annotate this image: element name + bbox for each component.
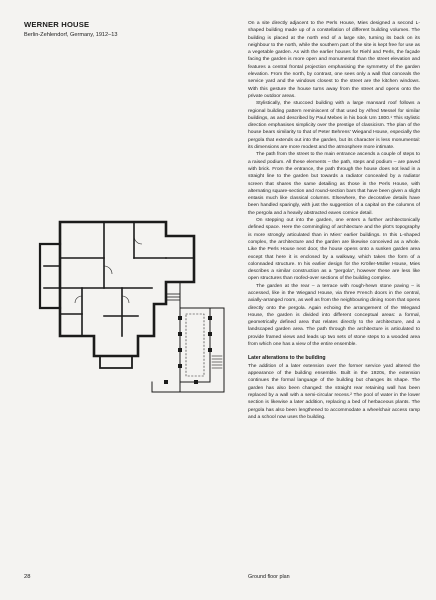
plan-door-swings — [75, 236, 142, 303]
plan-house-outline — [60, 222, 194, 356]
page-number: 28 — [24, 574, 31, 580]
section-heading: Later alterations to the building — [248, 355, 326, 362]
ground-floor-plan — [34, 196, 234, 400]
body-text-column — [248, 20, 420, 568]
page-title: WERNER HOUSE — [24, 20, 90, 29]
plan-pergola-inner — [186, 314, 204, 376]
section-paragraph: The addition of a later extension over the former service yard altered the appearance of the building ensemble. Built in the 1920s, the extension continues the formal language of the building but changes its shape. The garden has also been changed: the straight rear retaining wall has been replaced by a wall with a semi-circular recess.² The pool of water in the lower section is likewise a later addition, replacing a bed of herbaceous plants. The pergola has also been lengthened to accommodate a wheelchair access ramp and a school now uses the building. — [248, 363, 420, 420]
plan-pergola-outline — [152, 282, 224, 392]
title-block — [24, 20, 204, 40]
plan-interior-walls — [44, 222, 194, 336]
plan-garden-bay — [100, 356, 132, 368]
body-paragraph-1: On a site directly adjacent to the Perls House, Mies designed a second L-shaped building made up of a constellation of different building volumes. The building is placed at the north end of a large site, turning its back on its neighbour to the north, while the southern part of the site is kept free for use as a vegetable garden. As with the earlier houses for Riehl and Perls, the façade facing the garden is more open and monumental than the street elevation and features a central frontal projection emphasising the symmetry of the garden elevation. From the north, by contrast, one sees only a wall that conceals the service yard and the windows closest to the street are the kitchen windows. With this gesture the house turns away from the street and opens onto the private outdoor areas. — [248, 21, 420, 99]
body-paragraph-4: On stepping out into the garden, one enters a further architectonically defined space. Here the commingling of architecture and the plot's topography is more strongly articulated than in Mies' earlier buildings. In this L-shaped complex, the architecture and the garden are likewise conceived as a whole. Like the Perls House next door, the house opens onto a sunken garden area except that here it is enclosed by a walkway, which takes the form of a colonnaded structure. In his earlier design for the Kröller-Müller House, Mies describes a similar construction as a "pergola", however these are less like open structures than roofed-over sections of the building complex. — [248, 218, 420, 282]
body-paragraph-3: The path from the street to the main entrance ascends a couple of steps to a raised podium. All these elements – the path, steps and podium – are paved with brick. From the entrance, the path through the house does not lead in a straight line to the garden but towards a radiator concealed by a radiator screen that shares the same detailing as those in the Perls House, with alternating square-section and round-section bars that have been given a slight entasis much like classical columns. Elsewhere, the decorative details have been handled sparingly, with just the suggestion of a capital on the columns of the pergola and a heavily abstracted eaves cornice detail. — [248, 152, 420, 216]
plan-caption: Ground floor plan — [248, 574, 290, 580]
body-paragraph-2: Stylistically, the stuccoed building with a large mansard roof follows a regional building pattern reminiscent of that used by Alfred Messel for similar buildings, as and described by Paul Mebes in his book Um 1800.¹ This stylistic direction emphasises simplicity over the prestige of classicism. The plan of the house bears similarity to that of Peter Behrens' Wiegand House, especially the pergola that extends out into the garden, but its character is less monumental: its dimensions are more modest and the atmosphere more intimate. — [248, 101, 420, 151]
body-paragraph-5: The garden at the rear – a terrace with rough-hewn stone paving – is accessed, like in the Wiegand House, via three French doors in the central, axially-arranged room, as well as from the neighbouring dining room that opens directly onto the pergola. Again echoing the arrangement of the Wiegand House, the garden is divided into different conceptual areas: a formal, geometrically defined area that relates directly to the architecture, and a landscaped garden area. The path through the architecture is articulated to provide framed views and leads up two sets of stone steps to a wooded area from which one has a view of the entire ensemble. — [248, 283, 420, 348]
plan-entrance-steps — [166, 294, 180, 300]
plan-garden-steps — [212, 356, 222, 368]
plan-pergola-columns — [164, 316, 212, 384]
plan-service-wing — [40, 244, 60, 308]
page-subtitle: Berlin-Zehlendorf, Germany, 1912–13 — [24, 32, 118, 38]
